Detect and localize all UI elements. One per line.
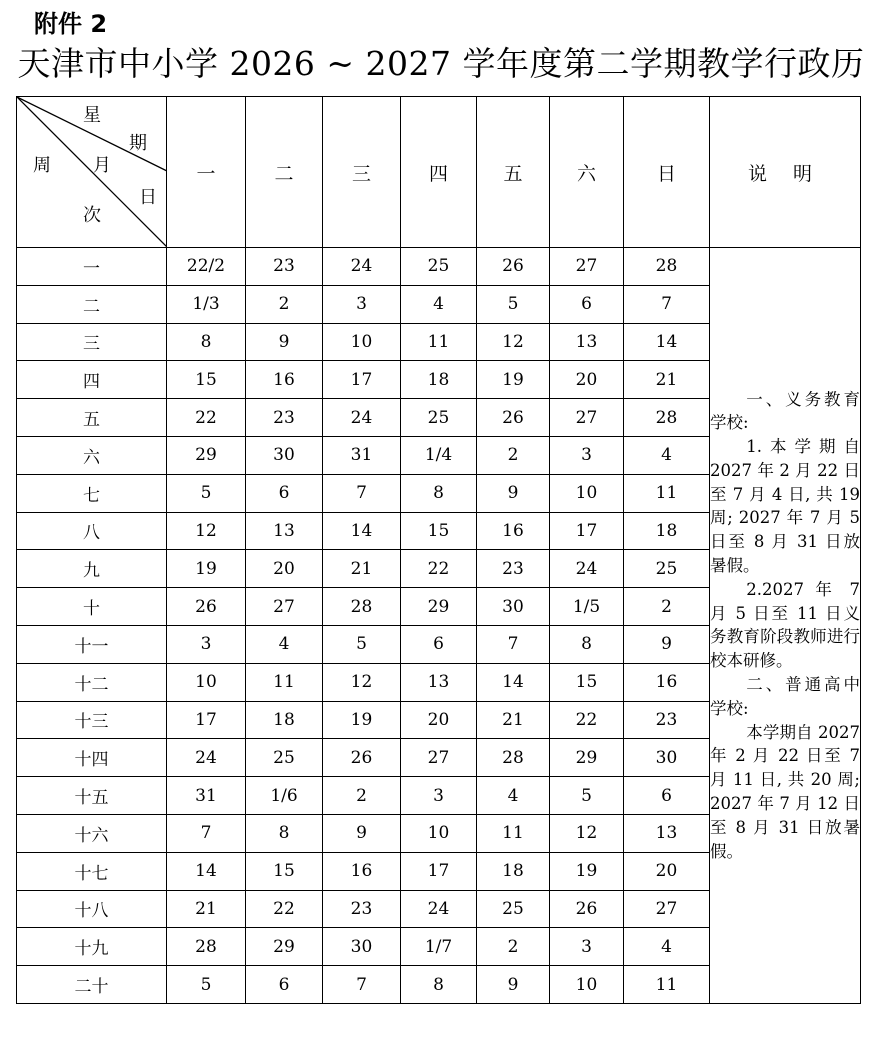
week-number: 五 (17, 399, 167, 437)
date-cell: 16 (323, 852, 401, 890)
week-number: 二十 (17, 966, 167, 1004)
weekday-header: 五 (477, 97, 550, 248)
date-cell: 5 (550, 777, 624, 815)
date-cell: 17 (550, 512, 624, 550)
week-number: 二 (17, 285, 167, 323)
date-cell: 25 (246, 739, 323, 777)
date-cell: 27 (550, 248, 624, 286)
corner-label-zhou: 周 (33, 155, 51, 176)
date-cell: 20 (401, 701, 477, 739)
date-cell: 6 (246, 474, 323, 512)
date-cell: 24 (167, 739, 246, 777)
date-cell: 15 (401, 512, 477, 550)
date-cell: 19 (477, 361, 550, 399)
date-cell: 15 (167, 361, 246, 399)
date-cell: 9 (323, 814, 401, 852)
date-cell: 12 (477, 323, 550, 361)
date-cell: 9 (477, 474, 550, 512)
corner-label-ri: 日 (139, 187, 157, 208)
weekday-header: 日 (624, 97, 710, 248)
attachment-label: 附件 2 (34, 10, 108, 38)
date-cell: 3 (550, 928, 624, 966)
date-cell: 12 (167, 512, 246, 550)
date-cell: 23 (323, 890, 401, 928)
date-cell: 6 (624, 777, 710, 815)
date-cell: 4 (401, 285, 477, 323)
date-cell: 29 (550, 739, 624, 777)
corner-label-yue: 月 (93, 155, 111, 176)
date-cell: 7 (167, 814, 246, 852)
date-cell: 5 (167, 966, 246, 1004)
date-cell: 28 (624, 248, 710, 286)
date-cell: 31 (167, 777, 246, 815)
week-number: 十二 (17, 663, 167, 701)
date-cell: 6 (401, 625, 477, 663)
date-cell: 23 (246, 399, 323, 437)
week-number: 十七 (17, 852, 167, 890)
date-cell: 8 (401, 474, 477, 512)
week-number: 一 (17, 248, 167, 286)
date-cell: 7 (323, 474, 401, 512)
date-cell: 24 (323, 248, 401, 286)
week-number: 四 (17, 361, 167, 399)
weekday-header: 三 (323, 97, 401, 248)
week-number: 十九 (17, 928, 167, 966)
date-cell: 15 (246, 852, 323, 890)
date-cell: 27 (401, 739, 477, 777)
date-cell: 21 (624, 361, 710, 399)
date-cell: 25 (401, 399, 477, 437)
date-cell: 23 (624, 701, 710, 739)
date-cell: 10 (550, 966, 624, 1004)
date-cell: 3 (323, 285, 401, 323)
date-cell: 1/3 (167, 285, 246, 323)
date-cell: 8 (401, 966, 477, 1004)
date-cell: 19 (167, 550, 246, 588)
date-cell: 3 (550, 436, 624, 474)
date-cell: 11 (401, 323, 477, 361)
week-number: 十 (17, 588, 167, 626)
date-cell: 4 (246, 625, 323, 663)
date-cell: 9 (477, 966, 550, 1004)
date-cell: 4 (477, 777, 550, 815)
date-cell: 28 (323, 588, 401, 626)
week-number: 十四 (17, 739, 167, 777)
weekday-header: 六 (550, 97, 624, 248)
date-cell: 29 (401, 588, 477, 626)
week-number: 六 (17, 436, 167, 474)
date-cell: 18 (401, 361, 477, 399)
date-cell: 26 (550, 890, 624, 928)
date-cell: 30 (624, 739, 710, 777)
date-cell: 16 (477, 512, 550, 550)
date-cell: 28 (167, 928, 246, 966)
date-cell: 17 (167, 701, 246, 739)
date-cell: 11 (624, 966, 710, 1004)
date-cell: 11 (624, 474, 710, 512)
week-number: 十五 (17, 777, 167, 815)
date-cell: 21 (323, 550, 401, 588)
date-cell: 13 (624, 814, 710, 852)
date-cell: 16 (246, 361, 323, 399)
date-cell: 25 (401, 248, 477, 286)
corner-label-xing: 星 (83, 105, 101, 126)
date-cell: 8 (550, 625, 624, 663)
weekday-header: 二 (246, 97, 323, 248)
date-cell: 27 (624, 890, 710, 928)
week-number: 十六 (17, 814, 167, 852)
date-cell: 22 (550, 701, 624, 739)
date-cell: 1/6 (246, 777, 323, 815)
date-cell: 22 (167, 399, 246, 437)
week-number: 七 (17, 474, 167, 512)
date-cell: 27 (246, 588, 323, 626)
date-cell: 13 (550, 323, 624, 361)
date-cell: 21 (167, 890, 246, 928)
date-cell: 10 (401, 814, 477, 852)
date-cell: 29 (246, 928, 323, 966)
date-cell: 14 (477, 663, 550, 701)
week-number: 十一 (17, 625, 167, 663)
date-cell: 6 (550, 285, 624, 323)
date-cell: 2 (477, 436, 550, 474)
date-cell: 11 (246, 663, 323, 701)
date-cell: 4 (624, 436, 710, 474)
date-cell: 7 (624, 285, 710, 323)
date-cell: 18 (624, 512, 710, 550)
date-cell: 4 (624, 928, 710, 966)
notes-cell (710, 248, 861, 1004)
date-cell: 19 (323, 701, 401, 739)
date-cell: 5 (323, 625, 401, 663)
date-cell: 15 (550, 663, 624, 701)
date-cell: 3 (167, 625, 246, 663)
date-cell: 2 (477, 928, 550, 966)
date-cell: 22/2 (167, 248, 246, 286)
date-cell: 1/5 (550, 588, 624, 626)
note-paragraph: 二、普通高中学校: (710, 675, 860, 718)
page-title: 天津市中小学 2026 ~ 2027 学年度第二学期教学行政历 (17, 44, 865, 83)
date-cell: 2 (246, 285, 323, 323)
week-number: 九 (17, 550, 167, 588)
date-cell: 30 (477, 588, 550, 626)
date-cell: 19 (550, 852, 624, 890)
notes-header: 说 明 (710, 97, 861, 248)
date-cell: 17 (323, 361, 401, 399)
note-paragraph: 一、义务教育学校: (710, 389, 860, 433)
week-number: 八 (17, 512, 167, 550)
date-cell: 8 (167, 323, 246, 361)
calendar-table (16, 96, 861, 1004)
date-cell: 25 (624, 550, 710, 588)
date-cell: 10 (167, 663, 246, 701)
date-cell: 16 (624, 663, 710, 701)
date-cell: 26 (167, 588, 246, 626)
date-cell: 7 (477, 625, 550, 663)
date-cell: 18 (246, 701, 323, 739)
corner-label-ci: 次 (83, 205, 101, 226)
date-cell: 13 (246, 512, 323, 550)
date-cell: 12 (550, 814, 624, 852)
date-cell: 26 (323, 739, 401, 777)
date-cell: 22 (401, 550, 477, 588)
date-cell: 6 (246, 966, 323, 1004)
date-cell: 28 (624, 399, 710, 437)
date-cell: 20 (624, 852, 710, 890)
corner-header-cell (17, 97, 167, 248)
date-cell: 1/7 (401, 928, 477, 966)
date-cell: 24 (550, 550, 624, 588)
date-cell: 9 (246, 323, 323, 361)
date-cell: 11 (477, 814, 550, 852)
date-cell: 30 (246, 436, 323, 474)
date-cell: 23 (246, 248, 323, 286)
date-cell: 5 (167, 474, 246, 512)
date-cell: 13 (401, 663, 477, 701)
weekday-header: 四 (401, 97, 477, 248)
date-cell: 20 (246, 550, 323, 588)
date-cell: 21 (477, 701, 550, 739)
date-cell: 5 (477, 285, 550, 323)
header-row (17, 97, 861, 248)
date-cell: 2 (624, 588, 710, 626)
week-number: 十八 (17, 890, 167, 928)
date-cell: 18 (477, 852, 550, 890)
date-cell: 1/4 (401, 436, 477, 474)
date-cell: 8 (246, 814, 323, 852)
corner-label-qi: 期 (129, 133, 147, 154)
date-cell: 29 (167, 436, 246, 474)
date-cell: 14 (323, 512, 401, 550)
date-cell: 12 (323, 663, 401, 701)
date-cell: 24 (323, 399, 401, 437)
date-cell: 28 (477, 739, 550, 777)
date-cell: 30 (323, 928, 401, 966)
date-cell: 24 (401, 890, 477, 928)
date-cell: 14 (624, 323, 710, 361)
week-number: 三 (17, 323, 167, 361)
date-cell: 20 (550, 361, 624, 399)
note-paragraph: 本学期自 2027 年 2 月 22 日至 7 月 11 日, 共 20 周; 2027 年 7 月 12 日至 8 月 31 日放暑假。 (710, 722, 860, 861)
date-cell: 10 (550, 474, 624, 512)
date-cell: 2 (323, 777, 401, 815)
date-cell: 25 (477, 890, 550, 928)
note-paragraph: 2.2027 年 7 月 5 日至 11 日义务教育阶段教师进行校本研修。 (710, 579, 860, 671)
date-cell: 27 (550, 399, 624, 437)
date-cell: 26 (477, 399, 550, 437)
week-number: 十三 (17, 701, 167, 739)
date-cell: 7 (323, 966, 401, 1004)
weekday-header: 一 (167, 97, 246, 248)
week-row (17, 248, 861, 286)
note-paragraph: 1.本学期自2027 年 2 月 22 日至 7 月 4 日, 共 19 周; 2027 年 7 月 5 日至 8 月 31 日放暑假。 (710, 437, 860, 576)
date-cell: 10 (323, 323, 401, 361)
date-cell: 22 (246, 890, 323, 928)
date-cell: 17 (401, 852, 477, 890)
date-cell: 23 (477, 550, 550, 588)
date-cell: 31 (323, 436, 401, 474)
date-cell: 9 (624, 625, 710, 663)
date-cell: 26 (477, 248, 550, 286)
date-cell: 3 (401, 777, 477, 815)
date-cell: 14 (167, 852, 246, 890)
